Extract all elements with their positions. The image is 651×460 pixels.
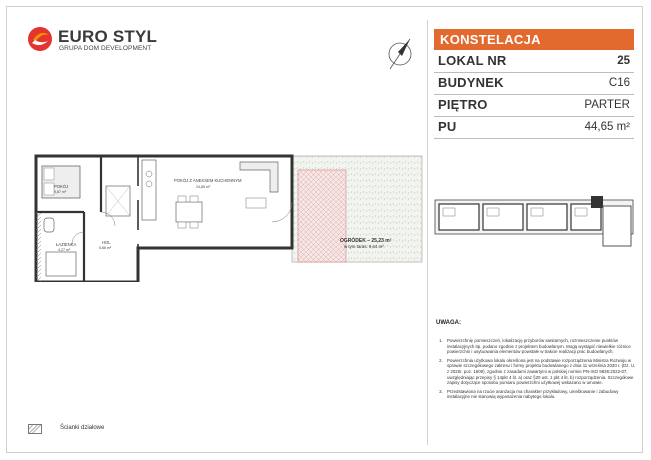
room-label-hall: HOL: [102, 240, 111, 245]
info-value: 44,65 m²: [584, 121, 630, 133]
info-row-floor: [434, 94, 634, 117]
coffee-table: [246, 198, 266, 208]
notes: [436, 320, 636, 403]
info-key: PU: [438, 119, 457, 134]
info-key: BUDYNEK: [438, 75, 504, 90]
toilet: [44, 218, 54, 232]
terrace-label: w tym taras: 9,64 m²: [344, 244, 384, 249]
info-row-building: [434, 72, 634, 95]
info-value: 25: [617, 55, 630, 67]
info-value: C16: [608, 77, 630, 89]
partition-wall-swatch: [28, 424, 42, 434]
room-area-bedroom: 9,87 m²: [54, 190, 67, 194]
room-label-living: POKÓJ Z ANEKSEM KUCHENNYM: [174, 178, 242, 183]
room-area-bathroom: 4,27 m²: [58, 248, 71, 252]
brand-subtitle: GRUPA DOM DEVELOPMENT: [59, 45, 152, 52]
terrace: [298, 170, 346, 262]
info-key: LOKAL NR: [438, 53, 507, 68]
room-area-living: 24,85 m²: [196, 185, 211, 189]
panel-divider: [427, 20, 428, 445]
room-label-bedroom: POKÓJ: [54, 184, 69, 189]
notes-title: UWAGA:: [436, 320, 461, 326]
note-item: 3. Przedstawiona na rzucie aranżacja ma charakter przykładowy, umeblowanie i zabudowy instalacyjne nie stanowią wyposażenia nabytego lokalu.: [444, 389, 636, 400]
legend-label: Ścianki działowe: [60, 425, 105, 431]
room-label-bathroom: ŁAZIENKA: [56, 242, 77, 247]
note-item: 1. Powierzchnię pomieszczeń, lokalizację przyborów sanitarnych, rozmieszczenie punktów instalacyjnych itp. podano zgodnie z projektem budowlanym. Mogą wystąpić niewielkie różnice powierzchni i usytuowania elementów powstałe w trakcie realizacji prac budowlanych.: [444, 338, 636, 355]
floor-plan: [26, 152, 426, 282]
room-area-hall: 5,66 m²: [99, 246, 112, 250]
project-header: [434, 29, 634, 50]
site-plan: [433, 188, 635, 248]
info-row-area: [434, 116, 634, 139]
kitchen-counter: [142, 160, 156, 220]
garden-label: OGRÓDEK – 25,23 m²: [340, 238, 392, 244]
brand-name: EURO STYL: [58, 27, 158, 46]
euro-styl-logo-icon: [27, 26, 53, 52]
dining-table: [176, 202, 202, 222]
info-row-unit: [434, 50, 634, 73]
shower: [46, 252, 76, 276]
highlighted-unit: [591, 196, 603, 208]
note-item: 2. Powierzchnia użytkowa lokalu określona jest na podstawie rozporządzenia Ministra Rozwoju w sprawie szczegółowego zakresu i formy projektu budowlanego z dnia 11 września 2020 r. (Dz. U. z 2020r. poz. 1609), zgodnie z zasadami zawartymi w polskiej normie PN-ISO 9836:2022-07, uwzględniając przepisy § 14pkt 4 lit. a) oraz §20 ust. 1 pkt 4 lit. b) rozporządzenia. Szczegółowe zapisy dotyczące sposobu pomiaru powierzchni użytkowej wskazano w umowie.: [444, 358, 636, 386]
info-key: PIĘTRO: [438, 97, 488, 112]
info-value: PARTER: [584, 99, 630, 111]
north-arrow-icon: [382, 36, 418, 72]
project-name: KONSTELACJA: [440, 32, 541, 47]
